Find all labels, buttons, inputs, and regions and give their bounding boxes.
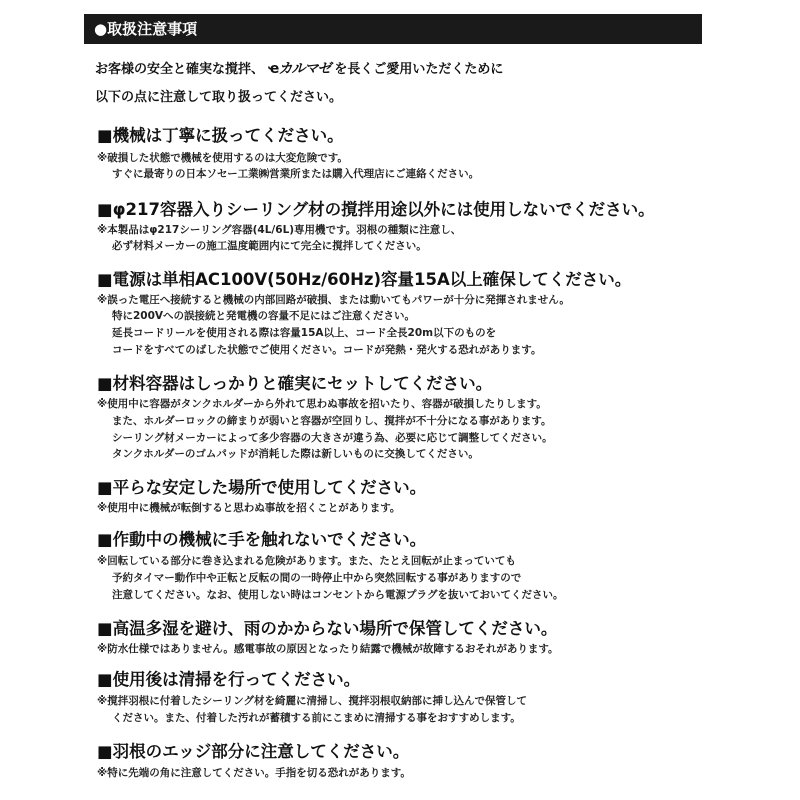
section-title: ■作動中の機械に手を触れないでください。 xyxy=(97,530,427,549)
section-note-line: ください。また、付着した汚れが蓄積する前にこまめに清掃する事をおすすめします。 xyxy=(112,712,521,724)
intro-text-before: お客様の安全と確実な撹拌、 xyxy=(95,62,265,77)
section-note-line: ※誤った電圧へ接続すると機械の内部回路が破損、または動いてもパワーが十分に発揮されません。 xyxy=(97,294,570,306)
intro-line-2: 以下の点に注意して取り扱ってください。 xyxy=(95,90,343,105)
section-note-line: 注意してください。なお、使用しない時はコンセントから電源プラグを抜いておいてください。 xyxy=(112,589,564,601)
section-title: ■φ217容器入りシーリング材の撹拌用途以外には使用しないでください。 xyxy=(97,200,655,219)
section-note-line: ※本製品はφ217シーリング容器(4L/6L)専用機です。羽根の種類に注意し、 xyxy=(97,224,462,236)
section-title: ■羽根のエッジ部分に注意してください。 xyxy=(97,742,410,761)
section-note-line: ※使用中に容器がタンクホルダーから外れて思わぬ事故を招いたり、容器が破損したりします。 xyxy=(97,398,547,410)
product-logo xyxy=(264,61,334,77)
section-header-bar xyxy=(84,14,702,44)
intro-line-1 xyxy=(95,58,503,78)
section-title: ■機械は丁寧に扱ってください。 xyxy=(97,126,344,145)
section-note-line: シーリング材メーカーによって多少容器の大きさが違う為、必要に応じて調整してください。 xyxy=(112,432,553,444)
section-note-line: ※破損した状態で機械を使用するのは大変危険です。 xyxy=(97,152,348,164)
section-note-line: また、ホルダーロックの締まりが弱いと容器が空回りし、撹拌が不十分になる事があります。 xyxy=(112,415,552,427)
section-title: ■使用後は清掃を行ってください。 xyxy=(97,670,361,689)
logo-mark-icon: ҽ xyxy=(268,61,279,77)
section-title: ■平らな安定した場所で使用してください。 xyxy=(97,478,427,497)
section-note-line: ※回転している部分に巻き込まれる危険があります。また、たとえ回転が止まっていても xyxy=(97,555,516,567)
section-note-line: ※防水仕様ではありません。感電事故の原因となったり結露で機械が故障するおそれがあります。 xyxy=(97,643,559,655)
intro-text-after: を長くご愛用いただくために xyxy=(334,62,504,77)
section-note-line: ※特に先端の角に注意してください。手指を切る恐れがあります。 xyxy=(97,767,411,779)
section-note-line: ※使用中に機械が転倒すると思わぬ事故を招くことがあります。 xyxy=(97,502,401,514)
section-note-line: 必ず材料メーカーの施工温度範囲内にて完全に撹拌してください。 xyxy=(112,240,427,252)
section-note-line: ※撹拌羽根に付着したシーリング材を綺麗に清掃し、撹拌羽根収納部に挿し込んで保管して xyxy=(97,695,527,707)
section-note-line: 特に200Vへの誤接続と発電機の容量不足にはご注意ください。 xyxy=(112,310,416,322)
section-note-line: タンクホルダーのゴムパッドが消耗した際は新しいものに交換してください。 xyxy=(112,448,479,460)
section-note-line: コードをすべてのばした状態でご使用ください。コードが発熱・発火する恐れがあります。 xyxy=(112,344,542,356)
section-title: ■材料容器はしっかりと確実にセットしてください。 xyxy=(97,374,493,393)
section-title: ■高温多湿を避け、雨のかからない場所で保管してください。 xyxy=(97,619,558,638)
header-title: ●取扱注意事項 xyxy=(94,20,198,38)
section-title: ■電源は単相AC100V(50Hz/60Hz)容量15A以上確保してください。 xyxy=(97,270,632,289)
section-note-line: 延長コードリールを使用される際は容量15A以上、コード全長20m以下のものを xyxy=(112,327,497,339)
logo-text: カルマゼ xyxy=(278,61,331,77)
section-note-line: すぐに最寄りの日本ソセー工業㈱営業所または購入代理店にご連絡ください。 xyxy=(112,168,480,180)
section-note-line: 予約タイマー動作中や正転と反転の間の一時停止中から突然回転する事がありますので xyxy=(112,572,522,584)
